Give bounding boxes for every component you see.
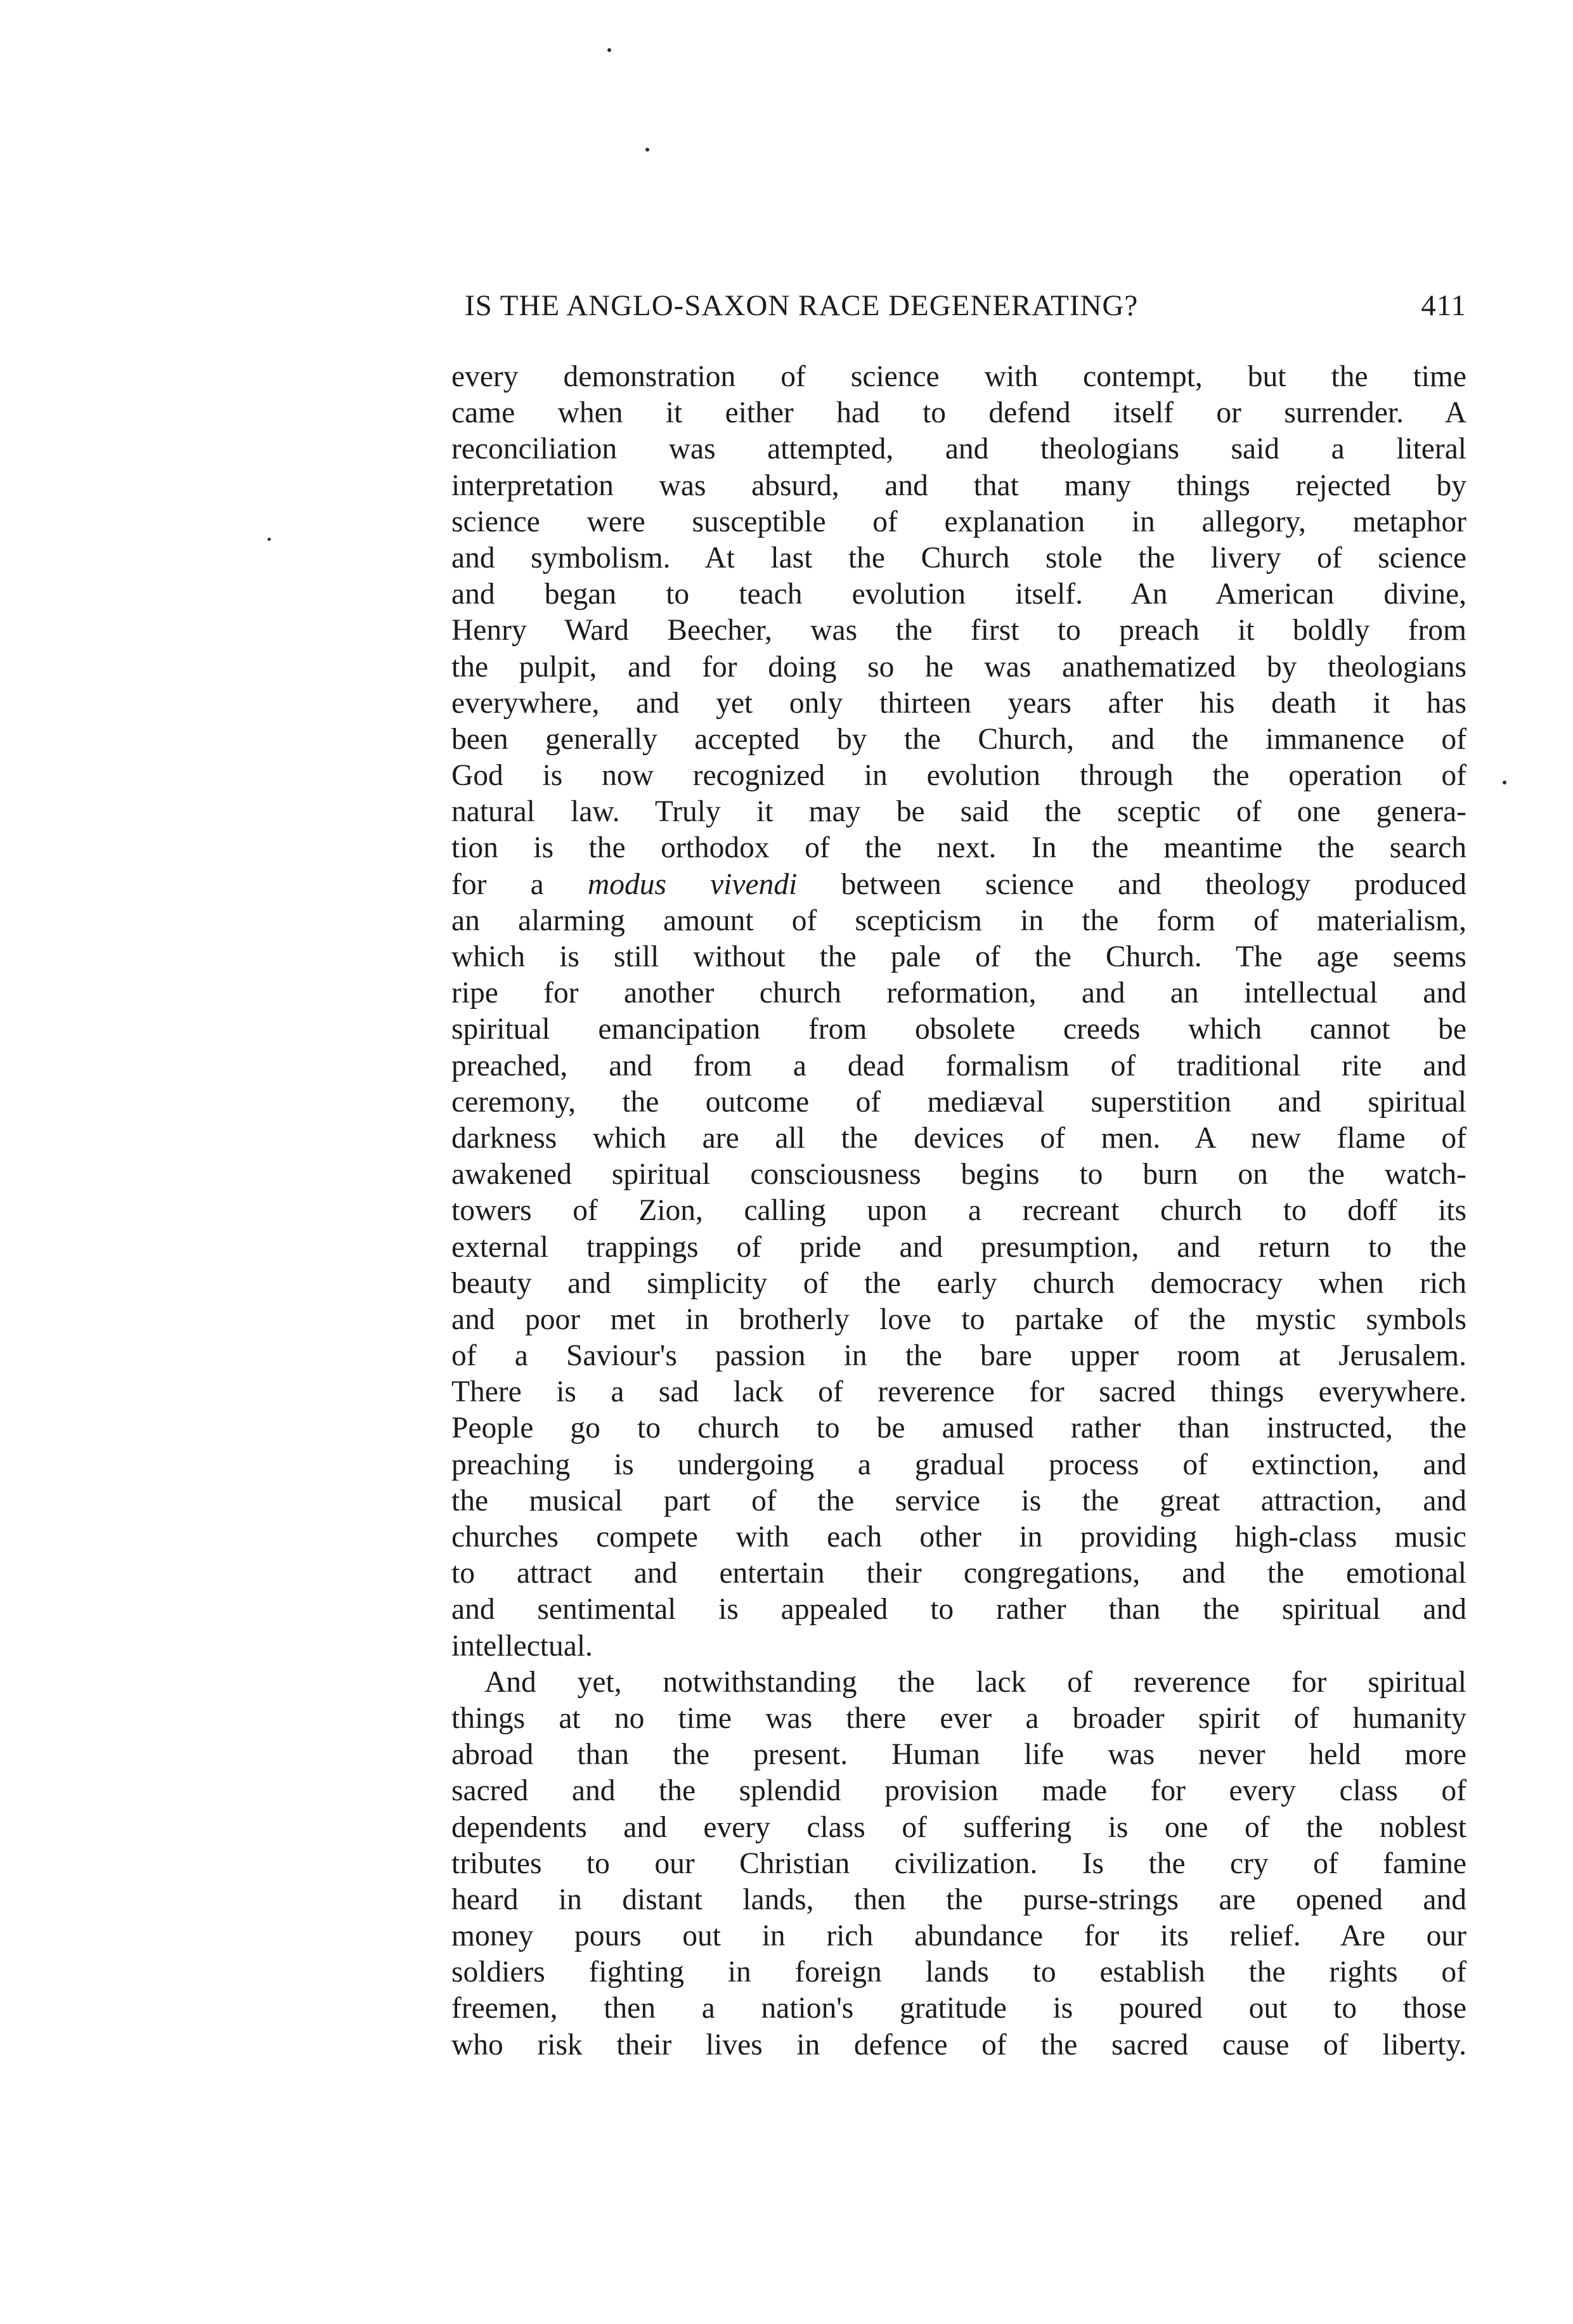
text-line: which is still without the pale of the Church. The age seems xyxy=(451,940,1466,973)
text-line: ripe for another church reformation, and an intellectual and xyxy=(451,977,1466,1010)
text-line: Henry Ward Beecher, was the first to preach it boldly from xyxy=(451,614,1466,647)
text-line: came when it either had to defend itself or surrender. A xyxy=(451,396,1466,430)
text-line: intellectual. xyxy=(451,1629,593,1663)
text-line: reconciliation was attempted, and theologians said a literal xyxy=(451,432,1466,466)
text-line: tributes to our Christian civilization. Is the cry of famine xyxy=(451,1847,1466,1880)
text-segment: between science and theology produced xyxy=(797,867,1466,901)
text-line: who risk their lives in defence of the sacred cause of liberty. xyxy=(451,2028,1466,2061)
text-line: There is a sad lack of reverence for sacred things everywhere. xyxy=(451,1375,1466,1409)
text-line: People go to church to be amused rather than instructed, the xyxy=(451,1412,1466,1445)
text-line: preaching is undergoing a gradual process of extinction, and xyxy=(451,1448,1466,1481)
scan-speck xyxy=(1503,781,1506,784)
text-line: And yet, notwithstanding the lack of reverence for spiritual xyxy=(484,1665,1466,1699)
paragraph xyxy=(451,359,1466,1665)
text-line: and sentimental is appealed to rather than the spiritual and xyxy=(451,1593,1466,1626)
text-line: interpretation was absurd, and that many things rejected by xyxy=(451,469,1466,502)
text-line: beauty and simplicity of the early church democracy when rich xyxy=(451,1266,1466,1300)
text-line: spiritual emancipation from obsolete creeds which cannot be xyxy=(451,1013,1466,1046)
text-line: been generally accepted by the Church, and the immanence of xyxy=(451,722,1466,756)
text-line: external trappings of pride and presumption, and return to the xyxy=(451,1230,1466,1264)
paragraph xyxy=(451,1665,1466,2063)
text-line: the pulpit, and for doing so he was anathematized by theologians xyxy=(451,650,1466,684)
text-line: darkness which are all the devices of men. A new flame of xyxy=(451,1121,1466,1155)
page-number: 411 xyxy=(1421,289,1466,322)
text-line: abroad than the present. Human life was never held more xyxy=(451,1738,1466,1772)
text-line: God is now recognized in evolution through the operation of xyxy=(451,759,1466,793)
text-line: dependents and every class of suffering is one of the noblest xyxy=(451,1810,1466,1844)
text-line-with-italic xyxy=(451,867,1466,903)
text-line: and symbolism. At last the Church stole the livery of science xyxy=(451,541,1466,575)
text-line: science were susceptible of explanation in allegory, metaphor xyxy=(451,505,1466,538)
running-header xyxy=(465,289,1466,327)
scan-speck xyxy=(268,538,271,541)
text-segment: for a xyxy=(451,867,588,901)
text-line: soldiers fighting in foreign lands to establish the rights of xyxy=(451,1956,1466,1989)
text-line: tion is the orthodox of the next. In the meantime the search xyxy=(451,831,1466,865)
text-line: freemen, then a nation's gratitude is poured out to those xyxy=(451,1992,1466,2025)
scan-speck xyxy=(645,148,649,152)
text-line: money pours out in rich abundance for its relief. Are our xyxy=(451,1919,1466,1953)
body-text xyxy=(451,359,1466,2063)
text-line: natural law. Truly it may be said the sceptic of one genera- xyxy=(451,795,1466,829)
text-line: churches compete with each other in providing high-class music xyxy=(451,1521,1466,1554)
text-line: and began to teach evolution itself. An American divine, xyxy=(451,578,1466,611)
text-line: preached, and from a dead formalism of traditional rite and xyxy=(451,1049,1466,1082)
text-line: heard in distant lands, then the purse-strings are opened and xyxy=(451,1883,1466,1916)
text-line: to attract and entertain their congregations, and the emotional xyxy=(451,1557,1466,1590)
italic-phrase: modus vivendi xyxy=(587,867,798,901)
text-line: the musical part of the service is the great attraction, and xyxy=(451,1484,1466,1517)
text-line: every demonstration of science with contempt, but the time xyxy=(451,360,1466,393)
text-line: sacred and the splendid provision made for every class of xyxy=(451,1774,1466,1808)
text-line: towers of Zion, calling upon a recreant church to doff its xyxy=(451,1194,1466,1228)
running-title: IS THE ANGLO-SAXON RACE DEGENERATING? xyxy=(465,289,1139,322)
text-line: ceremony, the outcome of mediæval superstition and spiritual xyxy=(451,1085,1466,1119)
text-line: and poor met in brotherly love to partake of the mystic symbols xyxy=(451,1302,1466,1336)
text-line: everywhere, and yet only thirteen years after his death it has xyxy=(451,686,1466,720)
text-line: awakened spiritual consciousness begins to burn on the watch- xyxy=(451,1158,1466,1191)
text-line: of a Saviour's passion in the bare upper room at Jerusalem. xyxy=(451,1339,1466,1373)
scan-speck xyxy=(607,48,611,52)
text-line: things at no time was there ever a broader spirit of humanity xyxy=(451,1701,1466,1735)
text-line: an alarming amount of scepticism in the form of materialism, xyxy=(451,904,1466,937)
